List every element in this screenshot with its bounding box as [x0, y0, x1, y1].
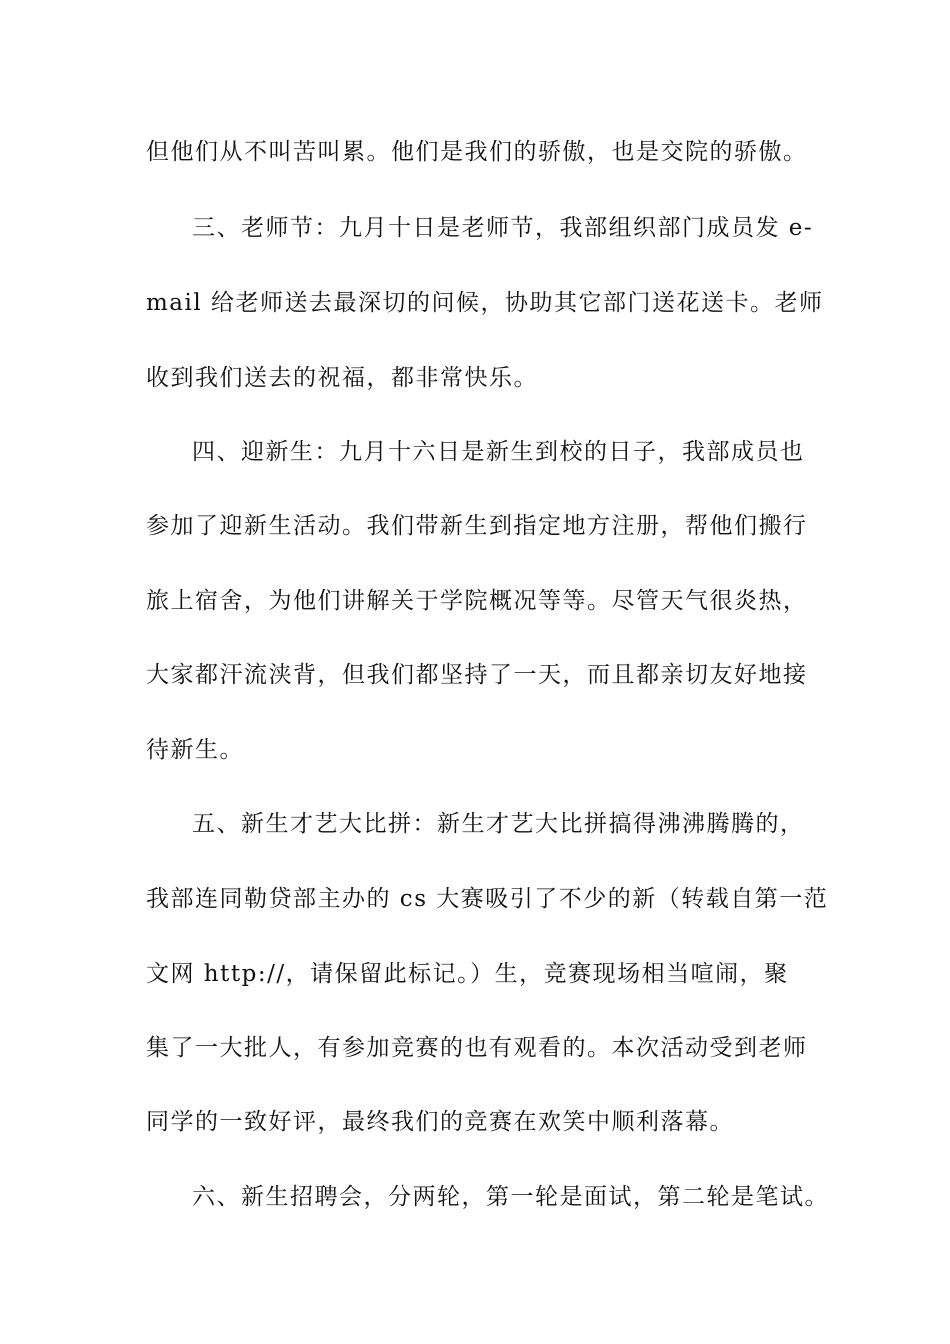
text-line: 大家都汗流浃背，但我们都坚持了一天，而且都亲切友好地接 [146, 662, 808, 688]
text-line: 我部连同勒贷部主办的 cs 大赛吸引了不少的新（转载自第一范 [146, 886, 829, 912]
text-line: 文网 http://，请保留此标记。）生，竞赛现场相当喧闹，聚 [146, 961, 789, 987]
text-line: 五、新生才艺大比拼：新生才艺大比拼搞得沸沸腾腾的， [192, 811, 805, 837]
text-line: 但他们从不叫苦叫累。他们是我们的骄傲，也是交院的骄傲。 [146, 139, 808, 165]
text-line: mail 给老师送去最深切的问候，协助其它部门送花送卡。老师 [146, 290, 824, 316]
text-line: 收到我们送去的祝福，都非常快乐。 [146, 365, 538, 391]
text-line: 六、新生招聘会，分两轮，第一轮是面试，第二轮是笔试。 [192, 1184, 829, 1210]
text-line: 集了一大批人，有参加竞赛的也有观看的。本次活动受到老师 [146, 1035, 808, 1061]
text-line: 同学的一致好评，最终我们的竞赛在欢笑中顺利落幕。 [146, 1109, 734, 1135]
text-line: 三、老师节：九月十日是老师节，我部组织部门成员发 e- [192, 215, 814, 241]
text-line: 旅上宿舍，为他们讲解关于学院概况等等。尽管天气很炎热， [146, 588, 808, 614]
text-line: 参加了迎新生活动。我们带新生到指定地方注册，帮他们搬行 [146, 513, 808, 539]
text-line: 待新生。 [146, 737, 244, 763]
text-line: 四、迎新生：九月十六日是新生到校的日子，我部成员也 [192, 439, 805, 465]
